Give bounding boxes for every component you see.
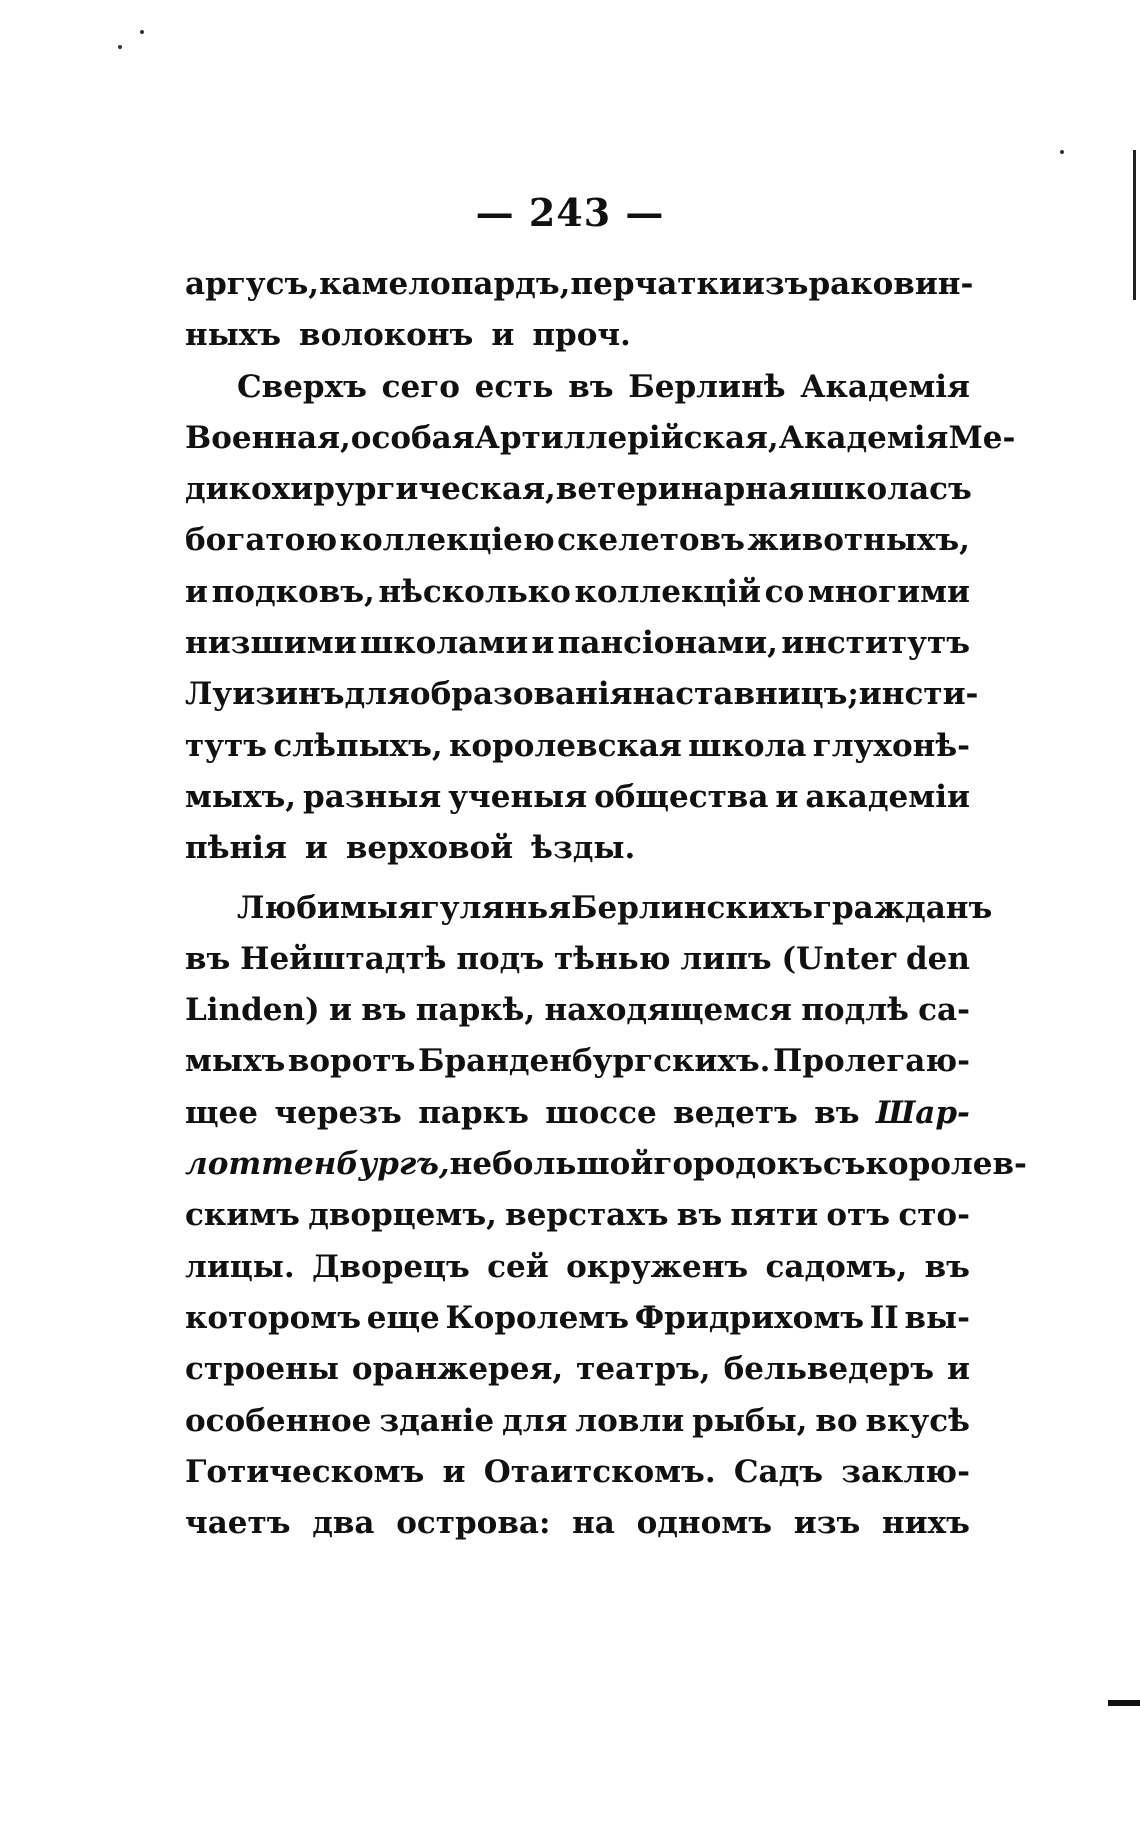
word: вкусѣ [865, 1402, 970, 1439]
print-speck [140, 30, 144, 34]
word: небольшой [449, 1146, 654, 1183]
print-speck [118, 45, 122, 49]
word: тѣнью [553, 940, 671, 977]
word: липъ [680, 940, 772, 977]
word: подлѣ [801, 992, 909, 1029]
word: подковъ, [211, 573, 375, 610]
word: пѣнія [185, 830, 287, 867]
word: проч. [532, 317, 631, 354]
word: лицы. [185, 1248, 295, 1285]
word: коллекцій [574, 573, 761, 610]
word: оранжерея, [351, 1351, 564, 1388]
word: и [775, 778, 799, 815]
text-line [185, 317, 970, 368]
word: городокъ [653, 1146, 823, 1183]
word: ловли [575, 1402, 685, 1439]
word: Linden) [185, 992, 320, 1029]
text-line [185, 471, 970, 522]
word: которомъ [185, 1299, 362, 1336]
word: верстахъ [505, 1197, 669, 1234]
word: мыхъ, [185, 778, 297, 815]
word: паркъ [418, 1094, 529, 1131]
word: изъ [741, 266, 809, 302]
word: гражданъ [812, 889, 993, 926]
word: дикохирургическая, [185, 471, 556, 508]
word: образованія [409, 676, 633, 713]
word: на [572, 1505, 615, 1542]
text-line [185, 1505, 970, 1556]
text-line [185, 1454, 970, 1505]
word: глухонѣ- [812, 727, 970, 764]
text-line [185, 522, 970, 573]
word: нихъ [881, 1505, 970, 1542]
word: ветеринарная [555, 471, 811, 508]
word: низшими [185, 625, 357, 662]
word-italic: Шар- [875, 1094, 970, 1131]
word: вы- [904, 1299, 970, 1336]
word: ныхъ [185, 317, 282, 354]
print-speck [1060, 150, 1064, 154]
word-italic: лоттенбургъ, [185, 1146, 450, 1183]
word: Нейштадтѣ [240, 940, 447, 977]
word: сего [381, 368, 460, 405]
word: Военная, [185, 419, 351, 456]
word: Берлинскихъ [571, 889, 813, 926]
word: сей [487, 1248, 549, 1285]
word: Дворецъ [311, 1248, 470, 1285]
word: и [304, 830, 328, 867]
word: Готическомъ [185, 1453, 425, 1490]
word: со [764, 573, 805, 610]
word: одномъ [636, 1505, 772, 1542]
word: нѣсколько [378, 573, 571, 610]
word: Сверхъ [237, 368, 367, 405]
word: раковин- [808, 266, 974, 302]
word: мыхъ [185, 1043, 286, 1080]
word: са- [918, 992, 970, 1029]
paragraph-first-line [185, 889, 993, 941]
text-line [185, 574, 970, 625]
word: гулянья [420, 889, 572, 926]
text-line [185, 941, 970, 992]
word: окруженъ [566, 1248, 749, 1285]
text-line [185, 1095, 970, 1146]
word: инсти- [858, 676, 979, 713]
word: и [491, 317, 515, 354]
text-line [185, 1300, 970, 1351]
text-line [185, 419, 1016, 471]
word: школа [810, 471, 930, 508]
word: богатою [185, 522, 338, 559]
word: и [946, 1351, 970, 1388]
word: и [531, 625, 555, 662]
text-line [185, 625, 970, 676]
word: воротъ [287, 1043, 416, 1080]
text-line [185, 1146, 1027, 1197]
word: подъ [456, 940, 545, 977]
paragraph-first-line [185, 369, 970, 420]
word: во [815, 1402, 858, 1439]
word: Отаитскомъ. [483, 1453, 716, 1490]
word: щее [185, 1094, 258, 1131]
word: особенное [185, 1402, 372, 1439]
word: Бранденбургскихъ. [417, 1043, 771, 1080]
word: особая [350, 419, 475, 456]
word: паркѣ, [415, 992, 536, 1029]
text-line [185, 1351, 970, 1402]
word: общества [594, 778, 769, 815]
word: въ [568, 368, 614, 405]
text-line [185, 1043, 970, 1094]
word: въ [924, 1248, 970, 1285]
paragraph-gap [185, 882, 970, 890]
word: дворцемъ, [308, 1197, 497, 1234]
word: садомъ, [765, 1248, 908, 1285]
word: королевская [449, 727, 682, 764]
word: рыбы, [692, 1402, 808, 1439]
text-line [185, 676, 979, 727]
word: скелетовъ [557, 522, 745, 559]
word: два [312, 1505, 375, 1542]
word: аргусъ, [185, 266, 320, 302]
text-line [185, 1403, 970, 1454]
word: Берлинѣ [628, 368, 786, 405]
word: пяти [730, 1197, 819, 1234]
word: верховой [345, 830, 514, 867]
word: черезъ [274, 1094, 402, 1131]
text-line [185, 992, 970, 1043]
word: находящемся [544, 992, 792, 1029]
word: въ [676, 1197, 723, 1234]
word: наставницъ; [632, 676, 859, 713]
text-line [185, 1197, 970, 1248]
word: II [869, 1299, 899, 1336]
text-line [185, 779, 970, 830]
word: камелопардъ, [319, 266, 571, 302]
word: въ [361, 992, 407, 1029]
word: и [442, 1453, 466, 1490]
word: коллекціею [339, 522, 555, 559]
word: острова: [396, 1505, 551, 1542]
word: въ [185, 940, 231, 977]
word: разныя [303, 778, 442, 815]
word: въ [814, 1094, 860, 1131]
word: есть [474, 368, 554, 405]
word: Садъ [733, 1453, 824, 1490]
word: академіи [805, 778, 970, 815]
word: ученыя [448, 778, 588, 815]
word: скимъ [185, 1197, 300, 1234]
word: den [905, 940, 970, 977]
word: зданіе [379, 1402, 495, 1439]
word: шоссе [545, 1094, 657, 1131]
text-line [185, 728, 970, 779]
text-line [185, 1249, 970, 1300]
word: Артиллерійская, [474, 419, 779, 456]
word: ведетъ [673, 1094, 798, 1131]
word: многими [807, 573, 970, 610]
word: для [501, 1402, 568, 1439]
word: театръ, [576, 1351, 711, 1388]
word: бельведеръ [723, 1351, 934, 1388]
word: Королемъ [445, 1299, 630, 1336]
word: для [344, 676, 410, 713]
word: съ [822, 1146, 866, 1183]
word: Луизинъ [185, 676, 345, 713]
word: королев- [865, 1146, 1027, 1183]
body-text [185, 266, 1027, 1556]
word: и [328, 992, 352, 1029]
word: заклю- [841, 1453, 970, 1490]
word: и [185, 573, 208, 610]
word: институтъ [781, 625, 970, 662]
word: отъ [826, 1197, 891, 1234]
word: изъ [793, 1505, 861, 1542]
word: Фридрихомъ [634, 1299, 865, 1336]
text-line [185, 830, 970, 881]
word: чаетъ [185, 1505, 291, 1542]
word: Ме- [948, 419, 1016, 456]
word: съ [929, 471, 972, 508]
word: волоконъ [299, 317, 474, 354]
word: животныхъ, [747, 522, 970, 559]
word: (Unter [781, 940, 897, 977]
page-edge-mark [1108, 1700, 1140, 1706]
word: перчатки [570, 266, 742, 302]
word: Академія [800, 368, 970, 405]
page-number: — 243 — [475, 190, 665, 235]
word: строены [185, 1351, 339, 1388]
word: Любимыя [237, 889, 421, 926]
word: тутъ [185, 727, 268, 764]
word: еще [366, 1299, 440, 1336]
word: школами [359, 625, 529, 662]
text-line [185, 266, 974, 317]
word: Пролегаю- [773, 1043, 970, 1080]
word: Академія [778, 419, 949, 456]
word: пансіонами, [557, 625, 778, 662]
word: школа [688, 727, 807, 764]
word: слѣпыхъ, [273, 727, 443, 764]
word: ѣзды. [531, 830, 636, 867]
word: сто- [898, 1197, 970, 1234]
